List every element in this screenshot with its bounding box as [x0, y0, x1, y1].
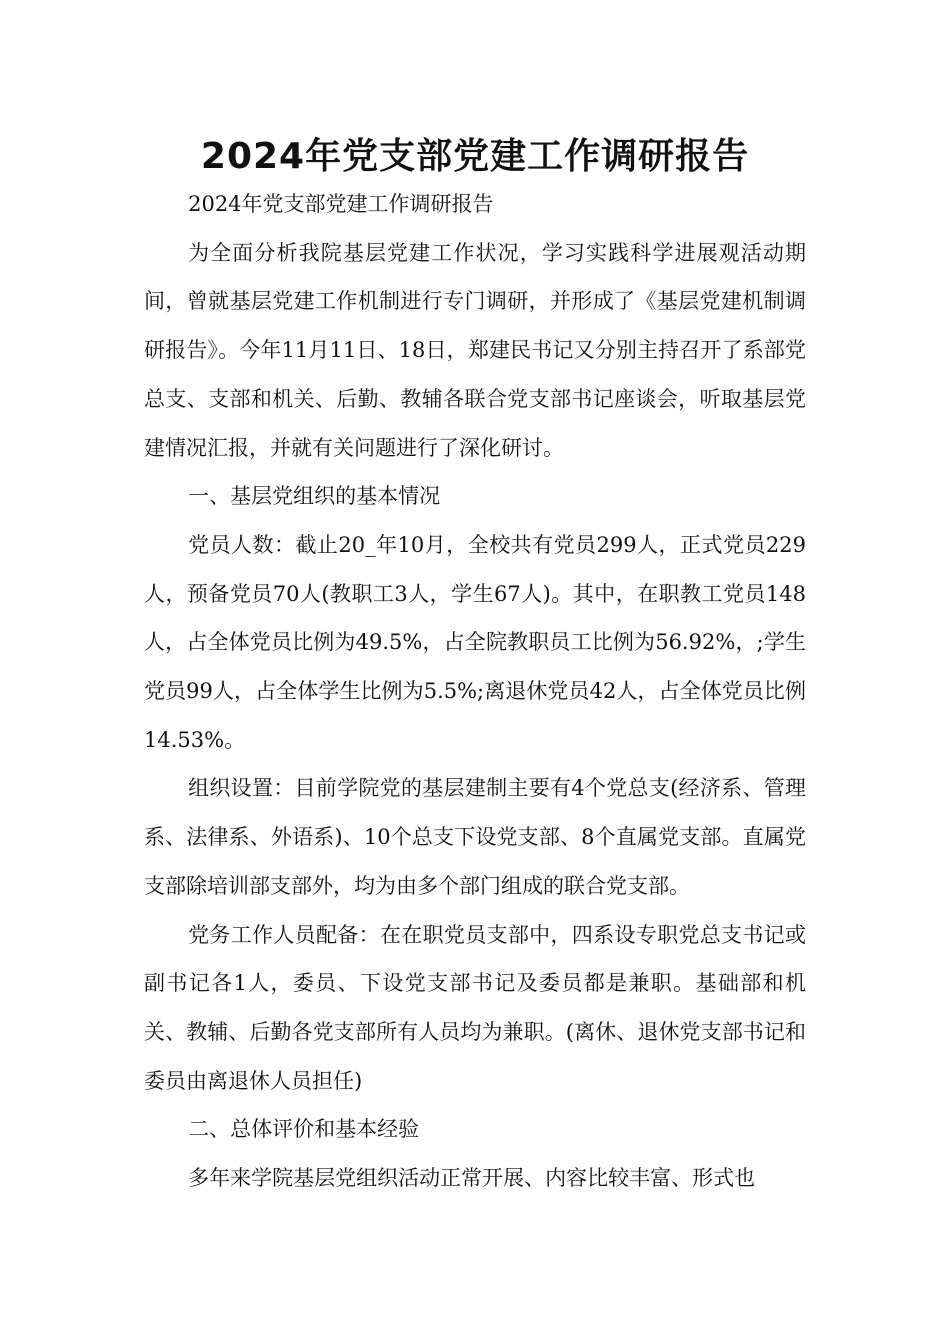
evaluation-paragraph: 多年来学院基层党组织活动正常开展、内容比较丰富、形式也: [188, 1166, 756, 1191]
document-body: [144, 180, 806, 1203]
subtitle-paragraph: 2024年党支部党建工作调研报告: [188, 192, 494, 216]
intro-paragraph: 为全面分析我院基层党建工作状况，学习实践科学进展观活动期间，曾就基层党建工作机制进行专门调研，并形成了《基层党建机制调研报告》。今年11月11日、18日，郑建民书记又分别主持召开了系部党总支、支部和机关、后勤、教辅各联合党支部书记座谈会，听取基层党建情况汇报，并就有关问题进行了深化研讨。: [144, 240, 806, 460]
section-heading-1: 一、基层党组织的基本情况: [188, 484, 441, 509]
staffing-paragraph: 党务工作人员配备：在在职党员支部中，四系设专职党总支书记或副书记各1人，委员、下设党支部书记及委员都是兼职。基础部和机关、教辅、后勤各党支部所有人员均为兼职。(离休、退休党支部书记和委员由离退休人员担任): [144, 922, 806, 1093]
membership-paragraph: 党员人数：截止20_年10月，全校共有党员299人，正式党员229人，预备党员70人(教职工3人，学生67人)。其中，在职教工党员148人，占全体党员比例为49.5%，占全院教职员工比例为56.92%，;学生党员99人，占全体学生比例为5.5%;离退休党员42人，占全体党员比例14.53%。: [144, 532, 806, 752]
section-heading-2: 二、总体评价和基本经验: [188, 1117, 420, 1142]
organization-paragraph: 组织设置：目前学院党的基层建制主要有4个党总支(经济系、管理系、法律系、外语系)、10个总支下设党支部、8个直属党支部。直属党支部除培训部支部外，均为由多个部门组成的联合党支部。: [144, 776, 806, 898]
document-title: 2024年党支部党建工作调研报告: [200, 136, 750, 177]
